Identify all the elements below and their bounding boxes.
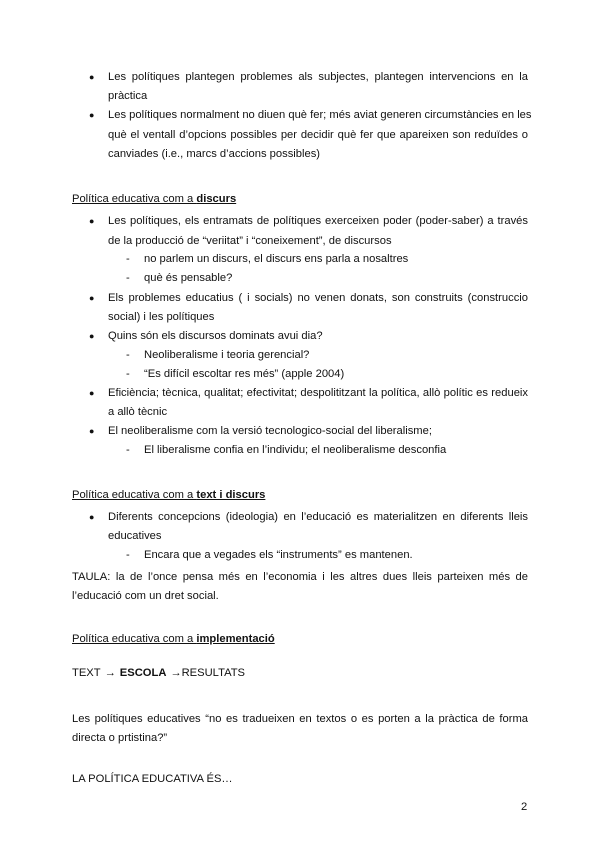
discurs-bullet-1-line-1: Les polítiques, els entramats de polítiques exerceixen poder (poder-saber) a través [108, 215, 528, 227]
arrow-right-icon: → [170, 667, 182, 679]
discurs-bullet-5-sub-1: El liberalisme confia en l’individu; el neoliberalisme desconfia [144, 444, 447, 456]
intro-bullet-2-line-1: Les polítiques normalment no diuen què fer; més aviat generen circumstàncies en les [108, 109, 532, 121]
taula-paragraph-line-2: l’educació com un dret social. [72, 590, 219, 602]
discurs-bullet-1-sub-2: què és pensable? [144, 272, 233, 284]
discurs-bullet-2-line-2: social) i les polítiques [108, 311, 215, 323]
discurs-bullet-5-line-1: El neoliberalisme com la versió tecnologico-social del liberalisme; [108, 425, 432, 437]
discurs-bullet-4-line-2: a allò tècnic [108, 406, 168, 418]
heading-text-i-discurs: Política educativa com a text i discurs [72, 489, 266, 501]
dash-marker: - [126, 549, 130, 561]
flow-text: TEXT [72, 667, 101, 679]
implementacio-paragraph-line-2: directa o prtistina?” [72, 732, 168, 744]
dash-marker: - [126, 368, 130, 380]
dash-marker: - [126, 349, 130, 361]
discurs-bullet-3-sub-2: “Es difícil escoltar res més” (apple 2004) [144, 368, 345, 380]
page-number: 2 [521, 801, 528, 813]
heading-discurs: Política educativa com a discurs [72, 193, 237, 205]
bullet-marker: ● [89, 512, 95, 522]
arrow-right-icon: → [104, 667, 116, 679]
taula-paragraph-line-1: TAULA: la de l’once pensa més en l’economia i les altres dues lleis parteixen més de [72, 571, 528, 583]
dash-marker: - [126, 253, 130, 265]
bullet-marker: ● [89, 216, 95, 226]
implementacio-paragraph-line-1: Les polítiques educatives “no es tradueixen en textos o es porten a la pràctica de forma [72, 713, 528, 725]
dash-marker: - [126, 444, 130, 456]
text-bullet-1-line-1: Diferents concepcions (ideologia) en l’educació es materialitzen en diferents lleis [108, 511, 528, 523]
discurs-bullet-1-line-2: de la producció de “veriitat” i “coneixement”, de discursos [108, 235, 392, 247]
text-bullet-1-line-2: educatives [108, 530, 162, 542]
intro-bullet-2-line-2: què el ventall d’opcions possibles per decidir què fer que apareixen son reduïdes o [108, 129, 528, 141]
bullet-marker: ● [89, 426, 95, 436]
discurs-bullet-4-line-1: Eficiència; tècnica, qualitat; efectivitat; despolititzant la política, allò polític es redueix [108, 387, 528, 399]
bullet-marker: ● [89, 331, 95, 341]
bullet-marker: ● [89, 110, 95, 120]
intro-bullet-1-line-1: Les polítiques plantegen problemes als subjectes, plantegen intervencions en la [108, 71, 528, 83]
discurs-bullet-3-line-1: Quins són els discursos dominats avui dia? [108, 330, 323, 342]
flow-escola: ESCOLA [119, 667, 167, 679]
text-bullet-1-sub-1: Encara que a vegades els “instruments” es mantenen. [144, 549, 413, 561]
discurs-bullet-3-sub-1: Neoliberalisme i teoria gerencial? [144, 349, 310, 361]
intro-bullet-2-line-3: canviades (i.e., marcs d’accions possibles) [108, 148, 321, 160]
discurs-bullet-2-line-1: Els problemes educatius ( i socials) no venen donats, son construits (construccio [108, 292, 528, 304]
bullet-marker: ● [89, 72, 95, 82]
heading-implementacio: Política educativa com a implementació [72, 633, 275, 645]
intro-bullet-1-line-2: pràctica [108, 90, 148, 102]
bullet-marker: ● [89, 388, 95, 398]
discurs-bullet-1-sub-1: no parlem un discurs, el discurs ens parla a nosaltres [144, 253, 409, 265]
dash-marker: - [126, 272, 130, 284]
closing-line: LA POLÍTICA EDUCATIVA ÉS… [72, 773, 233, 785]
bullet-marker: ● [89, 293, 95, 303]
flow-resultats: RESULTATS [181, 667, 245, 679]
flow-diagram [72, 666, 245, 680]
